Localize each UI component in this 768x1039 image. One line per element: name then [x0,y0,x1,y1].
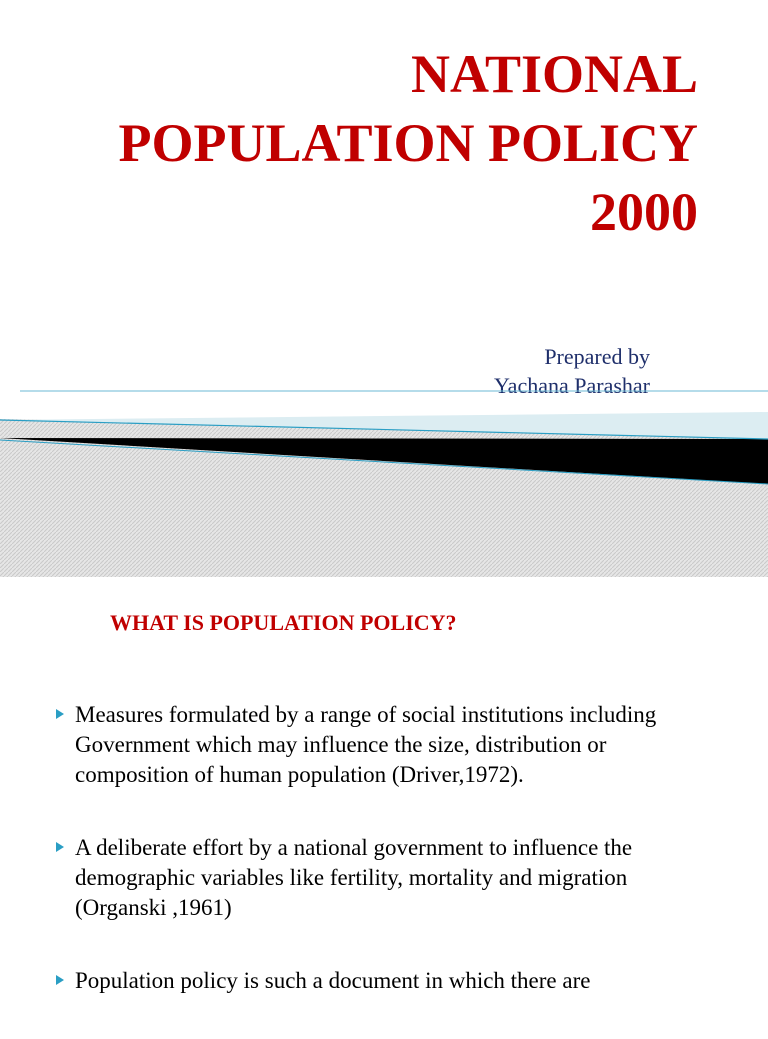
list-item [0,700,768,790]
slide-title [118,40,698,247]
subtitle-line-2: Yachana Parashar [494,373,650,398]
triangle-bullet-icon [56,975,64,985]
title-line-3: 2000 [590,182,698,242]
decorative-swoosh [0,380,768,577]
bullet-text: Population policy is such a document in which there are [75,968,591,993]
slide-heading: WHAT IS POPULATION POLICY? [110,610,457,635]
bullet-text: A deliberate effort by a national government to influence the demographic variables like fertility, mortality and migration (Organski ,1961) [75,835,633,920]
triangle-bullet-icon [56,709,64,719]
title-line-1: NATIONAL [410,44,698,104]
triangle-bullet-icon [56,842,64,852]
title-line-2: POPULATION POLICY [118,113,698,173]
list-item [0,966,768,996]
subtitle-line-1: Prepared by [544,344,650,369]
bullet-list [0,700,768,1039]
bullet-text: Measures formulated by a range of social institutions including Government which may influence the size, distribution or composition of human population (Driver,1972). [75,702,657,787]
list-item [0,833,768,923]
